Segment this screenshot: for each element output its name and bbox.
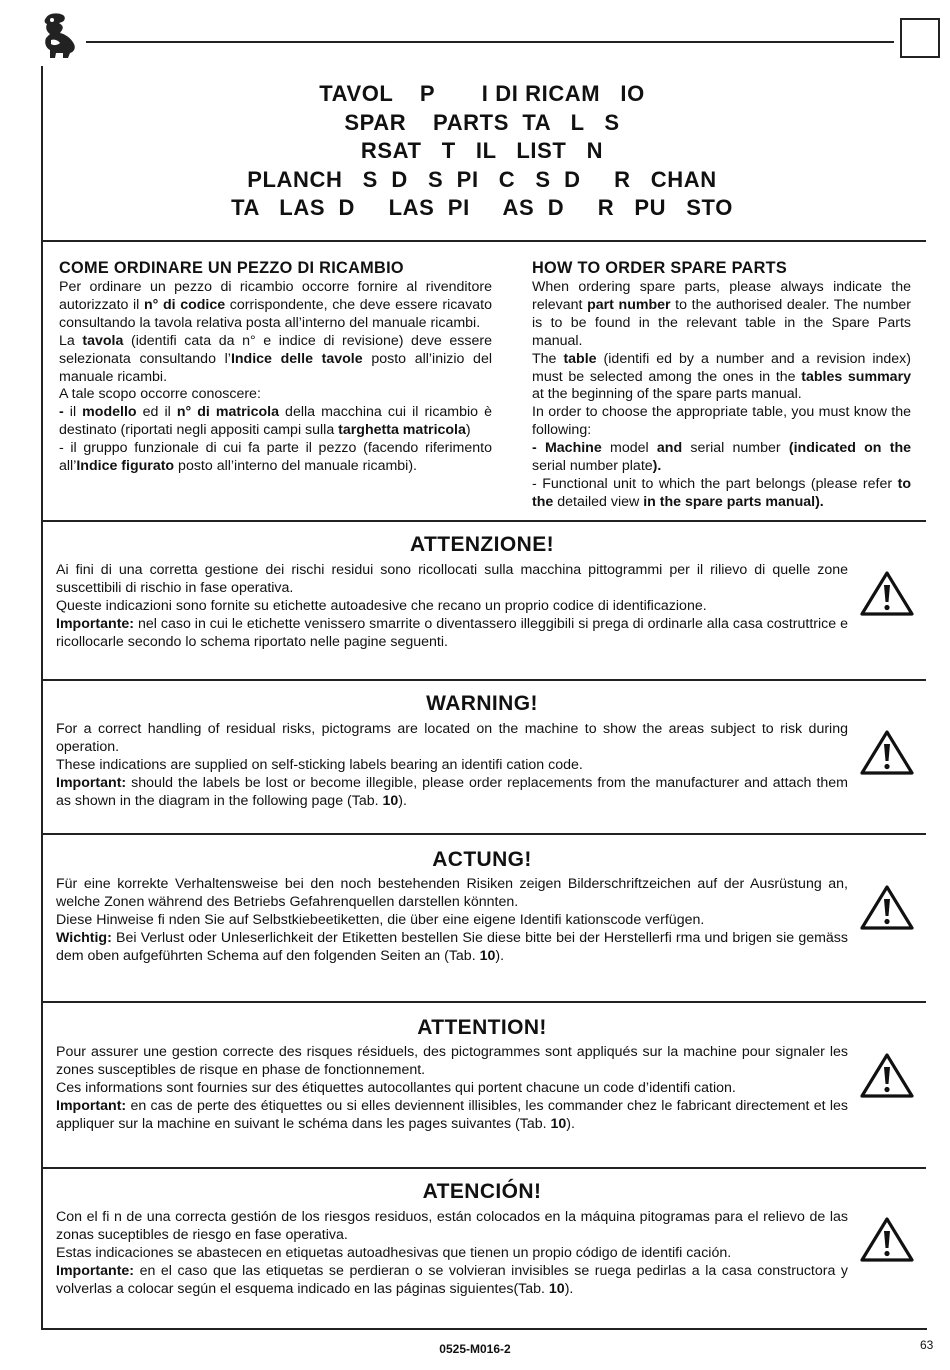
title-line-1: TAVOL P I DI RICAM IO (319, 81, 645, 106)
warning-title: ATENCIÓN! (422, 1180, 542, 1203)
warning-triangle-icon (859, 569, 915, 617)
english-paragraph-1: When ordering spare parts, please always indicate the relevant part number to the authorised dealer. The number is to be found in the relevant table in the Spare Parts manual. (532, 279, 911, 349)
bear-logo-icon (38, 12, 78, 60)
english-paragraph-4: - Machine model and serial number (indicated on the serial number plate). (532, 440, 912, 475)
italian-paragraph-4: - il modello ed il n° di matricola della macchina cui il ricambio è destinato (riportati negli appositi campi sulla targhetta matricola) (59, 404, 493, 439)
italian-paragraph-2: La tavola (identifi cata da n° e indice di revisione) deve essere selezionata consultando l’Indice delle tavole posto all’inizio del manuale ricambi. (59, 332, 492, 385)
warning-triangle-icon (859, 883, 915, 931)
document-code: 0525-M016-2 (439, 1342, 511, 1356)
title-line-5: TA LAS D LAS PI AS D R PU STO (231, 195, 733, 221)
warning-triangle-icon (859, 728, 915, 776)
warning-title: ATTENZIONE! (410, 533, 554, 556)
divider (42, 833, 926, 835)
corner-box (900, 18, 940, 58)
warning-body: Pour assurer une gestion correcte des risques résiduels, des pictogrammes sont appliqués sur la machine pour signaler les zones susceptibles de risque en phase de fonctionnement. Ces informations sont fournies sur des étiquettes autocollantes qui portent chacune un code d’identifi cation. Important: en cas de perte des étiquettes ou si elles deviennent illisibles, les commander chez le fabricant directement et les appliquer sur la machine en suivant le schéma dans les pages suivantes (Tab. 10). (56, 1044, 848, 1132)
divider (42, 1167, 926, 1169)
warning-triangle-icon (859, 1051, 915, 1099)
header-rule (86, 41, 894, 43)
title-line-3: RSAT T IL LIST N (360, 138, 604, 164)
italian-instructions (59, 259, 492, 476)
english-paragraph-5: - Functional unit to which the part belongs (please refer to the detailed view in the spare parts manual). (532, 475, 911, 510)
italian-paragraph-1: Per ordinare un pezzo di ricambio occorre fornire al rivenditore autorizzato il n° di codice corrispondente, che deve essere ricavato consultando la tavola relativa posta all’interno del manuale ricambi. (59, 279, 493, 331)
title-line-4: PLANCH S D S PI C S D R CHAN (247, 166, 717, 192)
warning-body: For a correct handling of residual risks, pictograms are located on the machine to show the areas subject to risk during operation. These indications are supplied on self-sticking labels bearing an identifi cation code. Important: should the labels be lost or become illegible, please order replacements from the manufacturer and attach them as shown in the diagram in the following page (Tab. 10). (56, 721, 848, 809)
english-paragraph-2: The table (identifi ed by a number and a revision index) must be selected among the ones in the tables summary at the beginning of the spare parts manual. (532, 350, 912, 403)
divider (42, 520, 926, 522)
english-paragraph-3: In order to choose the appropriate table, you must know the following: (532, 404, 911, 439)
italian-paragraph-5: - il gruppo funzionale di cui fa parte il pezzo (facendo riferimento all’Indice figurato posto all’interno del manuale ricambi). (59, 440, 492, 475)
warning-title: ACTUNG! (432, 848, 532, 871)
italian-paragraph-3: A tale scopo occorre conoscere: (59, 386, 261, 403)
divider (42, 1001, 926, 1003)
warning-body: Für eine korrekte Verhaltensweise bei den noch bestehenden Risiken zeigen Bilderschriftzeichen auf der Ausrüstung an, welche Zonen während des Betriebs Gefahrenquellen darstellen könnten. Diese Hinweise fi nden Sie auf Selbstkiebeetiketten, die über eine eigene Identifi kationscode verfügen. Wichtig: Bei Verlust oder Unleserlichkeit der Etiketten bestellen Sie diese bitte bei der Herstellerfi rma und brigen sie gemäss dem oben aufgeführten Schema auf den folgenden Seiten an (Tab. 10). (56, 876, 848, 964)
divider (42, 240, 926, 242)
english-heading: HOW TO ORDER SPARE PARTS (532, 259, 788, 277)
title-line-2: SPAR PARTS TA L S (344, 109, 620, 135)
warning-title: WARNING! (426, 692, 538, 715)
page-number: 63 (920, 1338, 934, 1352)
warning-body: Ai fini di una corretta gestione dei rischi residui sono ricollocati sulla macchina pittogrammi per il rilievo di quelle zone suscettibili di rischio in fase operativa. Queste indicazioni sono fornite su etichette autoadesive che recano un proprio codice di identificazione. Importante: nel caso in cui le etichette venissero smarrite o diventassero illeggibili si prega di ordinarle alla casa costruttrice e ricollocarle secondo lo schema riportato nelle pagine seguenti. (56, 562, 848, 650)
warning-body: Con el fi n de una correcta gestión de los riesgos residuos, están colocados en la máquina pitogramas para el relievo de las zonas suceptibles de riesgo en fase operativa. Estas indicaciones se abastecen en etiquetas autoadhesivas que tienen un propio código de identifi cación. Importante: en el caso que las etiquetas se perdieran o se volvieran invisibles se ruega pedirlas a la casa constructora y volverlas a colocar según el esquema indicado en las páginas siguientes(Tab. 10). (56, 1209, 848, 1297)
warning-title: ATTENTION! (417, 1016, 547, 1039)
page-title (42, 80, 922, 223)
divider (42, 679, 926, 681)
warning-triangle-icon (859, 1215, 915, 1263)
italian-heading: COME ORDINARE UN PEZZO DI RICAMBIO (59, 259, 404, 277)
english-instructions (532, 259, 911, 512)
